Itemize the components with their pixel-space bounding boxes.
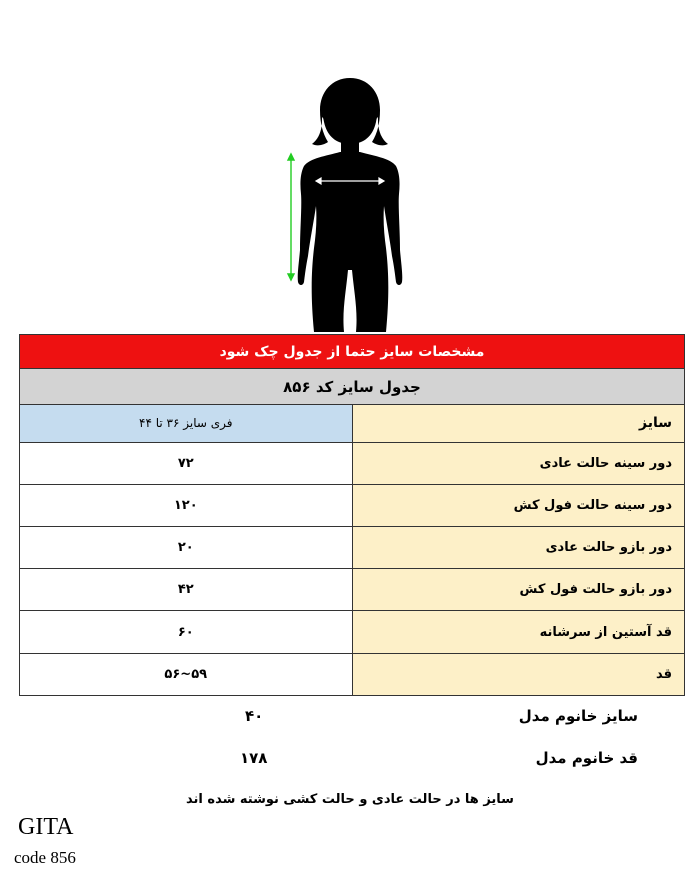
- table-row: [20, 611, 685, 653]
- row-label: دور سینه حالت فول کش: [352, 484, 685, 526]
- header-value: فری سایز ۳۶ تا ۴۴: [20, 405, 353, 442]
- row-value: ۵۹~۵۶: [20, 653, 353, 695]
- title-banner-row: [20, 335, 685, 369]
- table-row: [20, 484, 685, 526]
- silhouette-body: [298, 152, 403, 332]
- model-size-value: ۴۰: [245, 707, 264, 725]
- row-label: دور بازو حالت فول کش: [352, 569, 685, 611]
- height-arrow-icon: [288, 154, 294, 280]
- brand-name: GITA: [18, 814, 74, 840]
- silhouette-head: [312, 78, 388, 145]
- title-banner: مشخصات سایز حتما از جدول چک شود: [20, 335, 685, 369]
- row-label: قد آستین از سرشانه: [352, 611, 685, 653]
- footnote: سایز ها در حالت عادی و حالت کشی نوشته شده اند: [186, 792, 514, 807]
- row-value: ۴۲: [20, 569, 353, 611]
- model-height-label: قد خانوم مدل: [535, 749, 638, 767]
- table-row: [20, 527, 685, 569]
- product-code: code 856: [14, 848, 76, 867]
- table-row: [20, 653, 685, 695]
- row-value: ۶۰: [20, 611, 353, 653]
- size-chart-table: [19, 334, 685, 696]
- table-header-row: [20, 405, 685, 442]
- row-label: دور سینه حالت عادی: [352, 442, 685, 484]
- row-value: ۷۲: [20, 442, 353, 484]
- body-silhouette-icon: [270, 70, 430, 332]
- table-row: [20, 442, 685, 484]
- model-size-label: سایز خانوم مدل: [518, 707, 638, 725]
- model-height-value: ۱۷۸: [240, 749, 268, 767]
- row-label: دور بازو حالت عادی: [352, 527, 685, 569]
- row-value: ۱۲۰: [20, 484, 353, 526]
- table-title-row: [20, 369, 685, 405]
- table-title: جدول سایز کد ۸۵۶: [20, 369, 685, 405]
- header-label: سایز: [352, 405, 685, 442]
- row-label: قد: [352, 653, 685, 695]
- row-value: ۲۰: [20, 527, 353, 569]
- table-row: [20, 569, 685, 611]
